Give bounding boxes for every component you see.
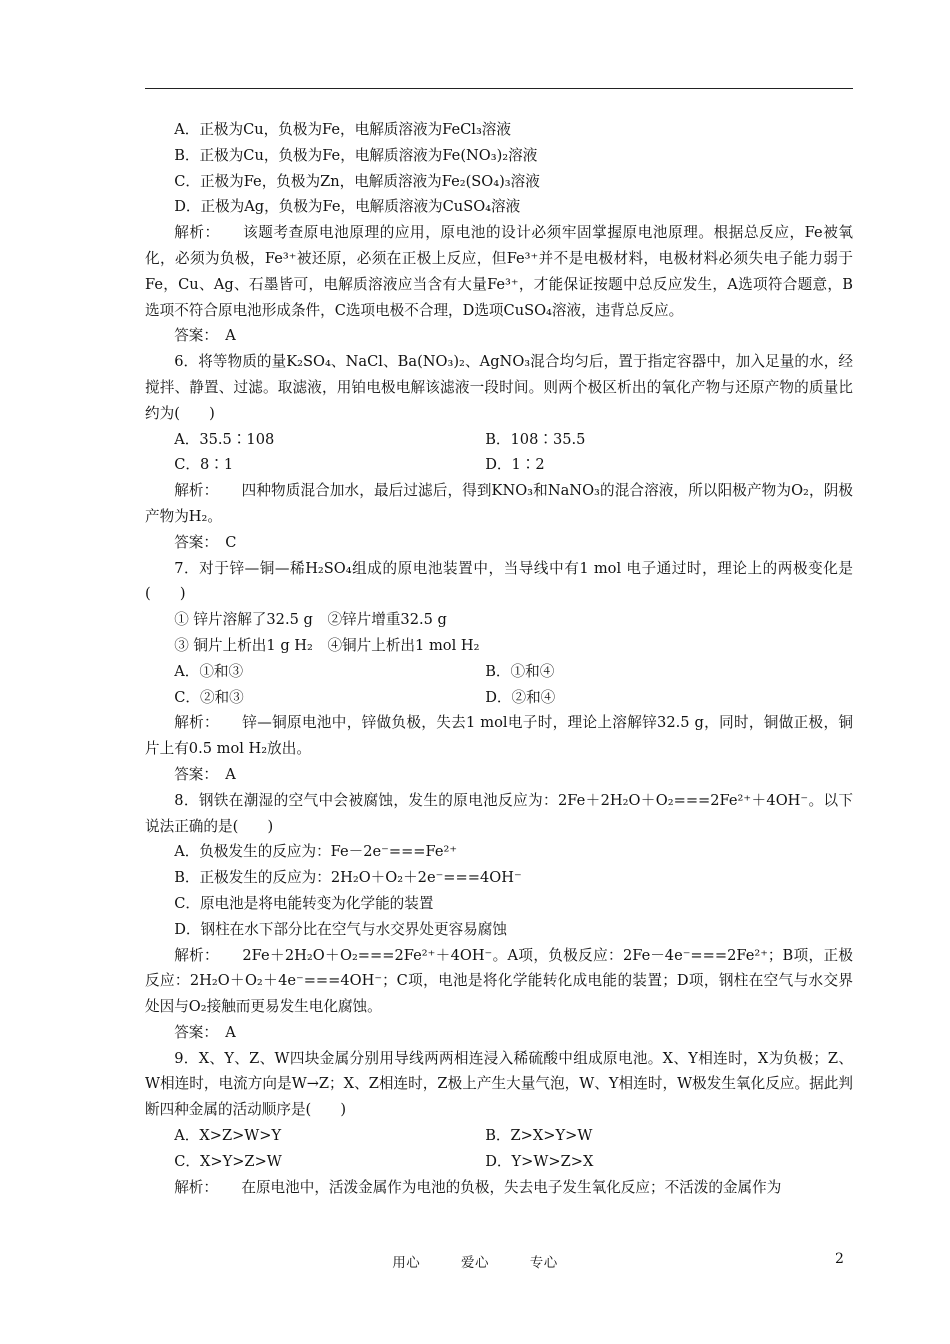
q8-option-c: C．原电池是将电能转变为化学能的装置 [174, 894, 434, 912]
q7-options-row-2 [145, 685, 853, 711]
document-body [145, 117, 853, 1200]
q5-analysis [145, 220, 853, 323]
q9-option-c: C．X>Y>Z>W [174, 1152, 282, 1170]
q8-answer: 答案： A [174, 1023, 236, 1041]
q5-answer: 答案： A [174, 327, 236, 345]
q9-options-row-2 [145, 1149, 853, 1175]
q6-analysis-text: 四种物质混合加水，最后过滤后，得到KNO₃和NaNO₃的混合溶液，所以阳极产物为O₂，阴极产物为H₂。 [145, 482, 853, 525]
q7-option-c: C．②和③ [174, 688, 244, 706]
q7-option-b: B．①和④ [485, 662, 555, 680]
q5-option-d: D．正极为Ag，负极为Fe，电解质溶液为CuSO₄溶液 [174, 198, 521, 216]
q9-option-b: B．Z>X>Y>W [485, 1127, 593, 1145]
analysis-label: 解析： [174, 482, 219, 500]
header-rule [145, 88, 853, 89]
q6-answer: 答案： C [174, 533, 237, 551]
q7-items-line-1: ① 锌片溶解了32.5 g ②锌片增重32.5 g [174, 611, 447, 629]
q6-option-c: C．8∶1 [174, 456, 234, 474]
q9-stem: 9．X、Y、Z、W四块金属分别用导线两两相连浸入稀硫酸中组成原电池。X、Y相连时，X为负极；Z、W相连时，电流方向是W→Z；X、Z相连时，Z极上产生大量气泡，W、Y相连时，W极发生氧化反应。据此判断四种金属的活动顺序是( ) [145, 1049, 853, 1119]
q8-stem: 8．钢铁在潮湿的空气中会被腐蚀，发生的原电池反应为：2Fe＋2H₂O＋O₂===2Fe²⁺＋4OH⁻。以下说法正确的是( ) [145, 791, 853, 835]
analysis-label: 解析： [174, 714, 219, 732]
page-number: 2 [835, 1251, 844, 1267]
q6-stem: 6．将等物质的量K₂SO₄、NaCl、Ba(NO₃)₂、AgNO₃混合均匀后，置于指定容器中，加入足量的水，经搅拌、静置、过滤。取滤液，用铂电极电解该滤液一段时间。则两个极区析出的氧化产物与还原产物的质量比约为( ) [145, 353, 853, 422]
q6-option-d: D．1∶2 [485, 456, 545, 474]
page-footer [0, 1251, 950, 1271]
analysis-label: 解析： [174, 1178, 218, 1196]
q8-analysis [145, 943, 853, 1020]
q7-option-d: D．②和④ [485, 688, 556, 706]
q7-analysis [145, 710, 853, 762]
q7-answer: 答案： A [174, 765, 236, 783]
q8-option-d: D．钢柱在水下部分比在空气与水交界处更容易腐蚀 [174, 920, 507, 938]
q9-option-a: A．X>Z>W>Y [174, 1127, 282, 1145]
q6-analysis [145, 478, 853, 530]
q5-option-a: A．正极为Cu，负极为Fe，电解质溶液为FeCl₃溶液 [174, 121, 511, 138]
q8-option-b: B．正极发生的反应为：2H₂O＋O₂＋2e⁻===4OH⁻ [174, 869, 522, 887]
q6-option-b: B．108∶35.5 [485, 430, 586, 448]
q8-option-a: A．负极发生的反应为：Fe－2e⁻===Fe²⁺ [174, 843, 458, 861]
q6-options-row-2 [145, 452, 853, 478]
q7-items-line-2: ③ 铜片上析出1 g H₂ ④铜片上析出1 mol H₂ [174, 636, 480, 654]
footer-word-3: 专心 [529, 1255, 558, 1271]
analysis-label: 解析： [174, 224, 220, 242]
q9-analysis [145, 1175, 853, 1201]
q9-analysis-text: 在原电池中，活泼金属作为电池的负极，失去电子发生氧化反应；不活泼的金属作为 [241, 1178, 782, 1196]
analysis-label: 解析： [174, 946, 219, 964]
q6-options-row-1 [145, 427, 853, 453]
q5-option-c: C．正极为Fe，负极为Zn，电解质溶液为Fe₂(SO₄)₃溶液 [174, 172, 540, 190]
q7-analysis-text: 锌—铜原电池中，锌做负极，失去1 mol电子时，理论上溶解锌32.5 g，同时，铜做正极，铜片上有0.5 mol H₂放出。 [145, 714, 853, 758]
q7-options-row-1 [145, 659, 853, 685]
q9-options-row-1 [145, 1123, 853, 1149]
q6-option-a: A．35.5∶108 [174, 430, 275, 448]
q7-option-a: A．①和③ [174, 662, 244, 680]
q9-option-d: D．Y>W>Z>X [485, 1152, 594, 1170]
footer-word-1: 用心 [392, 1255, 421, 1271]
q5-option-b: B．正极为Cu，负极为Fe，电解质溶液为Fe(NO₃)₂溶液 [174, 146, 538, 164]
q8-analysis-text: 2Fe＋2H₂O＋O₂===2Fe²⁺＋4OH⁻。A项，负极反应：2Fe－4e⁻===2Fe²⁺；B项，正极反应：2H₂O＋O₂＋4e⁻===4OH⁻；C项，电池是将化学能转化成电能的装置；D项，钢柱在空气与水交界处因与O₂接触而更易发生电化腐蚀。 [145, 946, 853, 1016]
q5-analysis-text: 该题考查原电池原理的应用，原电池的设计必须牢固掌握原电池原理。根据总反应，Fe被氧化，必须为负极，Fe³⁺被还原，必须在正极上反应，但Fe³⁺并不是电极材料，电极材料必须失电子能力弱于Fe，Cu、Ag、石墨皆可，电解质溶液应当含有大量Fe³⁺，才能保证按题中总反应发生，A选项符合题意，B选项不符合原电池形成条件，C选项电极不合理，D选项CuSO₄溶液，违背总反应。 [145, 224, 853, 319]
footer-word-2: 爱心 [461, 1255, 489, 1271]
q7-stem: 7．对于锌—铜—稀H₂SO₄组成的原电池装置中，当导线中有1 mol 电子通过时，理论上的两极变化是( ) [145, 559, 853, 603]
